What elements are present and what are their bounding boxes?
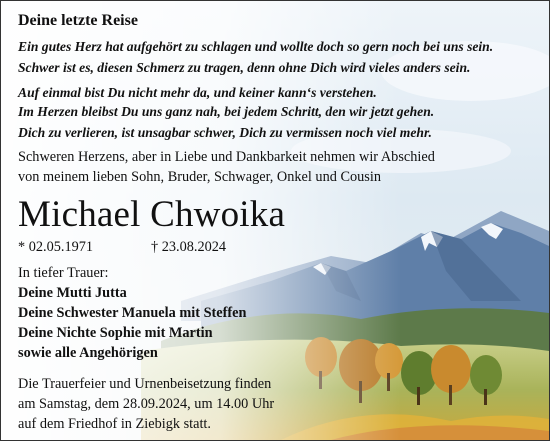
funeral-info-line: Die Trauerfeier und Urnenbeisetzung finden bbox=[18, 376, 272, 392]
mourner-entry: Deine Nichte Sophie mit Martin bbox=[18, 325, 213, 341]
poem-line: Dich zu verlieren, ist unsagbar schwer, Dich zu vermissen noch viel mehr. bbox=[18, 125, 432, 140]
poem-line: Schwer ist es, diesen Schmerz zu tragen, denn ohne Dich wird vieles anders sein. bbox=[18, 60, 471, 75]
deceased-name: Michael Chwoika bbox=[18, 194, 286, 235]
funeral-info-line: am Samstag, dem 28.09.2024, um 14.00 Uhr bbox=[18, 396, 275, 412]
mourner-entry: Deine Schwester Manuela mit Steffen bbox=[18, 305, 247, 321]
intro-line: von meinem lieben Sohn, Bruder, Schwager, Onkel und Cousin bbox=[18, 169, 381, 185]
poem-line: Ein gutes Herz hat aufgehört zu schlagen und wollte doch so gern noch bei uns sein. bbox=[18, 39, 494, 54]
notice-heading: Deine letzte Reise bbox=[18, 12, 138, 29]
birth-date: * 02.05.1971 bbox=[18, 239, 94, 255]
death-date: † 23.08.2024 bbox=[151, 239, 227, 255]
mourner-entry: sowie alle Angehörigen bbox=[18, 345, 158, 361]
mourner-entry: Deine Mutti Jutta bbox=[18, 285, 127, 301]
poem-line: Im Herzen bleibst Du uns ganz nah, bei jedem Schritt, den wir jetzt gehen. bbox=[18, 104, 435, 119]
intro-line: Schweren Herzens, aber in Liebe und Dankbarkeit nehmen wir Abschied bbox=[18, 149, 435, 165]
mourners-label: In tiefer Trauer: bbox=[18, 265, 109, 281]
poem-line: Auf einmal bist Du nicht mehr da, und keiner kann‘s verstehen. bbox=[18, 85, 377, 100]
funeral-info-line: auf dem Friedhof in Ziebigk statt. bbox=[18, 416, 211, 432]
